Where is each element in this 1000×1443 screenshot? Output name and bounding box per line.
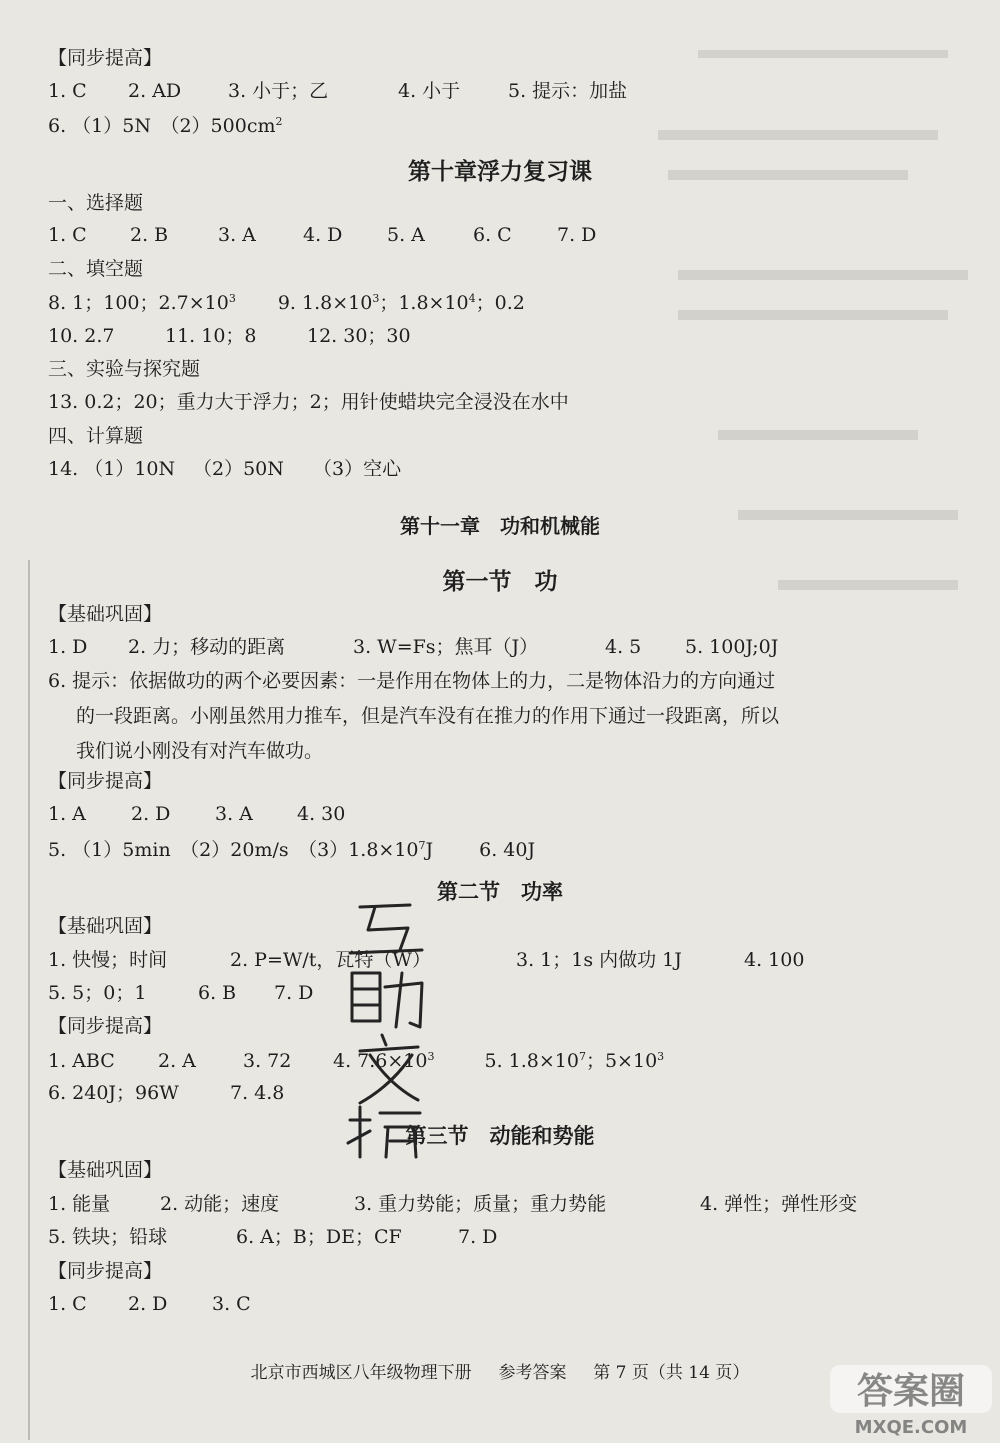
svg-text:MXQE.COM: MXQE.COM xyxy=(854,1417,968,1438)
section-heading-basic: 【基础巩固】 xyxy=(48,603,163,625)
question-type-heading: 二、填空题 xyxy=(48,258,144,280)
answer-line: 8. 1；100；$2.7\times 10^3$ 9. $1.8\times 10^3$；$1.8\times 10^4$；0.2 xyxy=(48,292,525,315)
section-heading-basic: 【基础巩固】 xyxy=(48,915,163,937)
answer-line: 10. 2.7 11. 10；8 12. 30；30 xyxy=(48,325,411,347)
answer-line: 1. C 2. AD 3. 小于；乙 4. 小于 5. 提示：加盐 xyxy=(48,80,628,102)
question-type-heading: 四、计算题 xyxy=(48,425,144,447)
answer-line: 5. 铁块；铅球 6. A；B；DE；CF 7. D xyxy=(48,1226,498,1248)
watermark-logo xyxy=(826,1359,996,1439)
footer-page-number: 第 7 页（共 14 页） xyxy=(593,1363,750,1383)
section-heading-sync: 【同步提高】 xyxy=(48,47,163,69)
answer-line: 1. 能量 2. 动能；速度 3. 重力势能；质量；重力势能 4. 弹性；弹性形变 xyxy=(48,1193,858,1215)
section-title: 第一节 功 xyxy=(442,569,558,595)
section-title: 第三节 动能和势能 xyxy=(405,1124,595,1148)
section-heading-sync: 【同步提高】 xyxy=(48,770,163,792)
answer-line: 14. （1）10N （2）50N （3）空心 xyxy=(48,458,402,480)
answer-line: 1. D 2. 力；移动的距离 3. W=Fs；焦耳（J） 4. 5 5. 100J;0J xyxy=(48,636,779,658)
question-type-heading: 三、实验与探究题 xyxy=(48,358,201,380)
section-heading-sync: 【同步提高】 xyxy=(48,1260,163,1282)
answer-line: 6. （1）5N $(2)500cm^2$ xyxy=(48,115,283,138)
answer-line: 1. A 2. D 3. A 4. 30 xyxy=(48,803,346,825)
svg-text:答案圈: 答案圈 xyxy=(856,1371,966,1412)
handwritten-annotation xyxy=(330,895,440,1165)
question-type-heading: 一、选择题 xyxy=(48,192,144,214)
page-edge-shadow xyxy=(28,560,30,1440)
answer-line: 13. 0.2；20；重力大于浮力；2；用针使蜡块完全浸没在水中 xyxy=(48,391,569,413)
answer-line: 1. C 2. D 3. C xyxy=(48,1293,251,1315)
section-title: 第二节 功率 xyxy=(437,880,563,904)
answer-line: 5. （1）5min （2）20m/s $(3)1.8\times 10^7J$ 6. 40J xyxy=(48,839,536,862)
chapter-title: 第十章浮力复习课 xyxy=(408,159,592,185)
answer-line: 5. 5；0；1 6. B 7. D xyxy=(48,982,314,1004)
chapter-title: 第十一章 功和机械能 xyxy=(400,514,600,538)
answer-paragraph: 6. 提示：依据做功的两个必要因素：一是作用在物体上的力，二是物体沿力的方向通过 的一段距离。小刚虽然用力推车，但是汽车没有在推力的作用下通过一段距离，所以 我们说小刚没有对汽车做功。 xyxy=(48,670,780,762)
footer-book-title: 北京市西城区八年级物理下册 xyxy=(250,1363,472,1383)
section-heading-basic: 【基础巩固】 xyxy=(48,1159,163,1181)
footer-label: 参考答案 xyxy=(498,1363,567,1383)
section-heading-sync: 【同步提高】 xyxy=(48,1015,163,1037)
answer-line: 1. ABC 2. A 3. 72 4. $7.6\times 10^3$ 5. $1.8\times 10^7$；$5\times 10^3$ xyxy=(48,1050,665,1073)
answer-line: 1. 快慢；时间 2. P=W/t，瓦特（W） 3. 1；1s 内做功 1J 4. 100 xyxy=(48,949,805,971)
answer-line: 1. C 2. B 3. A 4. D 5. A 6. C 7. D xyxy=(48,224,597,246)
answer-line: 6. 240J；96W 7. 4.8 xyxy=(48,1082,285,1104)
